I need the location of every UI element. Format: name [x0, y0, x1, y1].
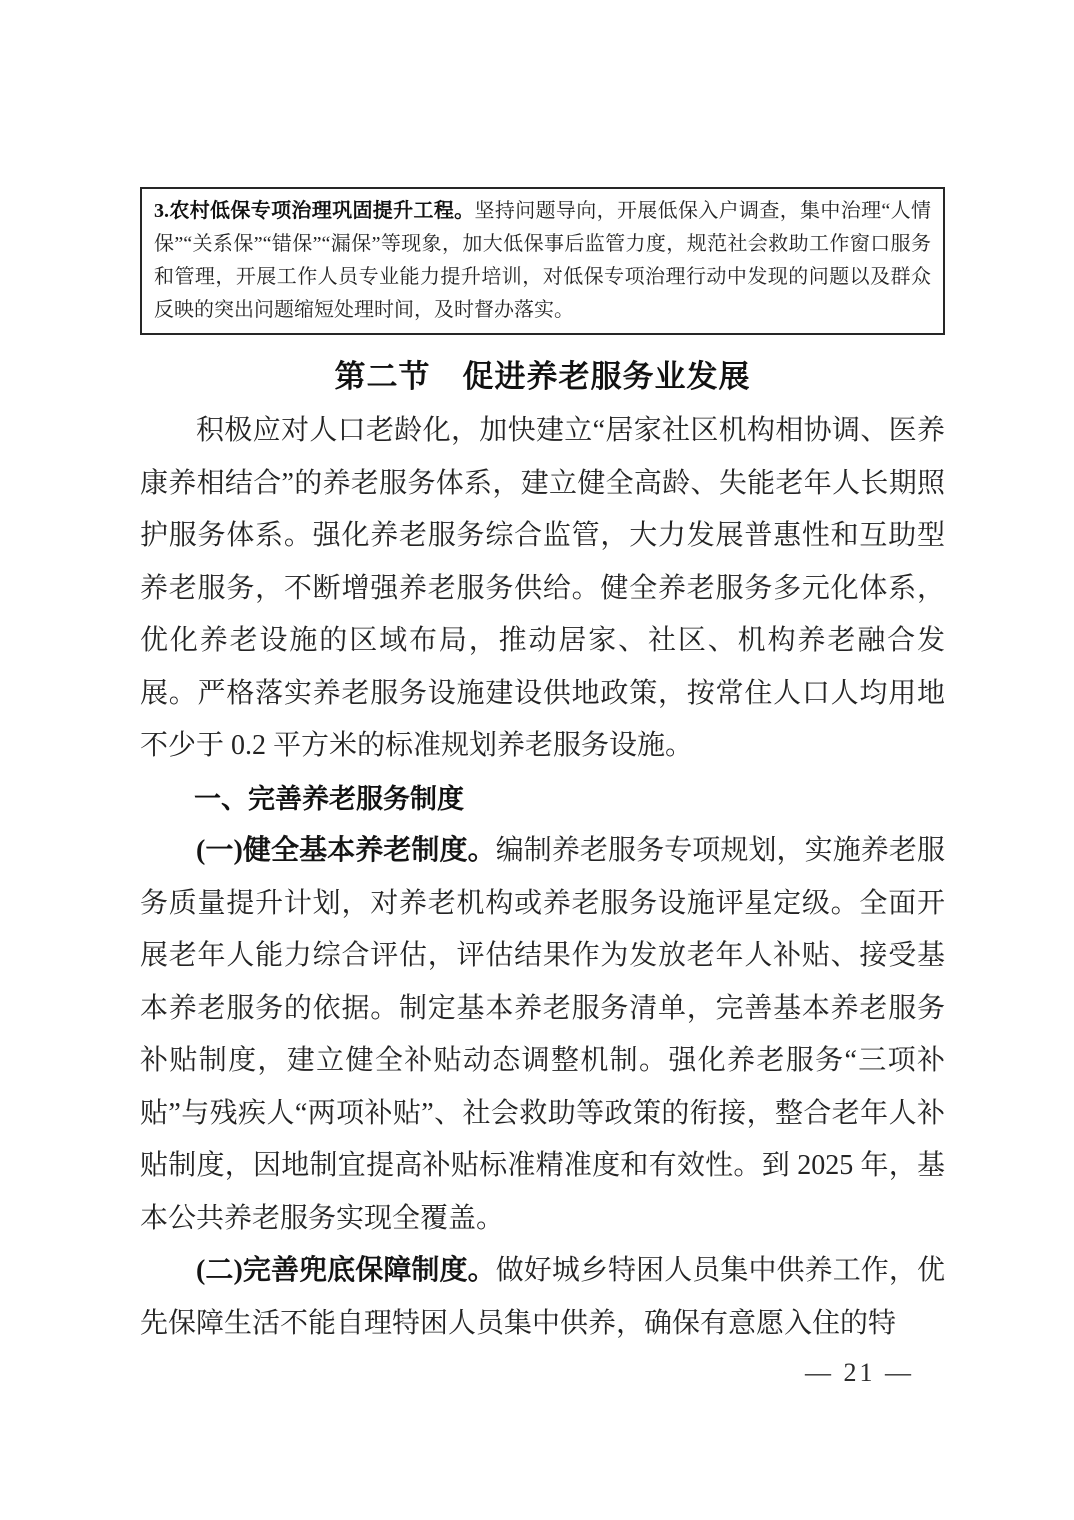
intro-paragraph: 积极应对人口老龄化，加快建立“居家社区机构相协调、医养康养相结合”的养老服务体系，建立健全高龄、失能老年人长期照护服务体系。强化养老服务综合监管，大力发展普惠性和互助型养老服务，不断增强养老服务供给。健全养老服务多元化体系，优化养老设施的区域布局，推动居家、社区、机构养老融合发展。严格落实养老服务设施建设供地政策，按常住人口人均用地不少于 0.2 平方米的标准规划养老服务设施。: [140, 415, 945, 761]
item-1-lead: (一)健全基本养老制度。: [196, 835, 496, 866]
callout-box: [140, 187, 945, 335]
item-1-body: 编制养老服务专项规划，实施养老服务质量提升计划，对养老机构或养老服务设施评星定级。全面开展老年人能力综合评估，评估结果作为发放老年人补贴、接受基本养老服务的依据。制定基本养老服务清单，完善基本养老服务补贴制度，建立健全补贴动态调整机制。强化养老服务“三项补贴”与残疾人“两项补贴”、社会救助等政策的衔接，整合老年人补贴制度，因地制宜提高补贴标准精准度和有效性。到 2025 年，基本公共养老服务实现全覆盖。: [140, 835, 945, 1234]
callout-body-text: 坚持问题导向，开展低保入户调查，集中治理“人情保”“关系保”“错保”“漏保”等现象，加大低保事后监管力度，规范社会救助工作窗口服务和管理，开展工作人员专业能力提升培训，对低保专项治理行动中发现的问题以及群众反映的突出问题缩短处理时间，及时督办落实。: [154, 200, 931, 321]
item-paragraph-1: [140, 825, 945, 1245]
item-2-body: 做好城乡特困人员集中供养工作，优先保障生活不能自理特困人员集中供养，确保有意愿入住的特: [140, 1255, 945, 1339]
page-number: — 21 —: [805, 1358, 914, 1387]
item-2-lead: (二)完善兜底保障制度。: [196, 1255, 496, 1286]
subsection-title: 一、完善养老服务制度: [194, 783, 464, 814]
item-paragraph-2: [140, 1245, 945, 1350]
section-title: 第二节 促进养老服务业发展: [334, 359, 751, 394]
callout-lead-text: 3.农村低保专项治理巩固提升工程。: [154, 200, 475, 222]
